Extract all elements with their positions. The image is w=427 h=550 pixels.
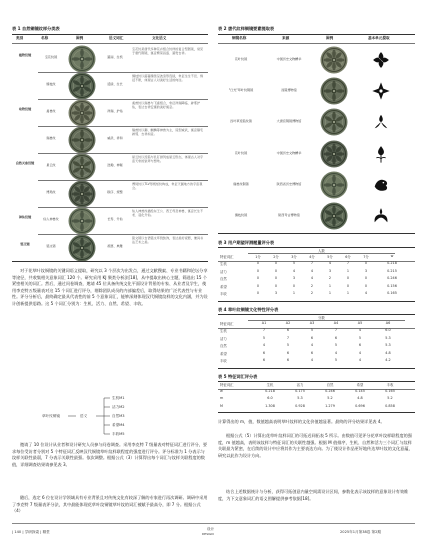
diagram-leaf-3: 自然M3 [112,414,125,418]
t2-source: 中国历史文物精华 [276,57,302,61]
t5-header: 希望 [356,383,364,387]
t4-group-header: 分数 [318,316,325,320]
t1-name: 宝花纹镜 [44,55,58,59]
diagram-leaf-1: 生机M1 [112,396,125,400]
t1-name: 星云纹 [46,163,56,167]
t4-cell: 4 [262,343,266,348]
t3-header: 3分 [291,255,297,259]
t5-header: 丰收 [386,383,394,387]
t3-cell: 2 [310,291,314,295]
t4-cell: 4 [358,328,362,333]
t3-cell: 生机 [220,262,227,267]
t4-cell: 5 [262,335,266,340]
table-5 [218,374,415,414]
table-4-caption: 表 4 草叶纹铜镜文化特性评分表 [218,307,279,312]
footer-right: 2025年1月第38卷 第2期 [340,530,381,534]
t5-header: 生机 [266,383,274,387]
t3-header: 7分 [363,255,369,259]
table-5-caption: 表 5 特征词汇评分表 [218,374,258,379]
t3-cell: 希望 [220,284,227,289]
t1-description: 缠枝纹以藤蔓缠绕呈波浪形连续，象征生生不息、绵延不断，体现古人对美好生活的向往。 [132,74,204,83]
t4-cell: 4.8 [385,350,391,355]
t1-name: 仙人神兽纹 [43,217,59,221]
t1-name: 瑞兽纹 [46,136,56,140]
mirror-image [320,202,348,234]
t4-header: A5 [357,321,363,325]
t3-cell: 0.218 [387,261,397,266]
t2-name: 花叶纹镜 [234,150,248,155]
footer-center-en: DESIGN [202,532,214,536]
t3-cell: 0.246 [387,276,397,281]
t4-cell: 6 [262,350,266,355]
t1-header-figure: 图例 [76,36,84,40]
t5-cell: 0.696 [355,403,365,408]
right-paragraph-3: 结合上述数据统计与分析，获得可拓创意内量空间需设计区间，参数化表示该纹样的意象设计有效维度，为下文意象词汇的语义图解提供参考依据[18]。 [218,489,409,501]
t1-description: 宝花纹是唐代多种花卉组合纹样的复合型图案，常见于唐代铜镜，寓意繁荣昌盛、富贵吉祥。 [132,47,204,56]
t3-cell: 1 [328,291,332,295]
t4-cell: 6 [286,350,290,355]
diagram-branch: 语义 [80,414,88,418]
t5-cell: M [220,403,223,408]
t4-cell: 丰收 [220,359,227,363]
extracted-unit-icon [370,143,392,169]
t1-header-name: 名称 [41,36,49,40]
t3-cell: 3 [274,291,278,295]
t1-row-divider [38,234,208,235]
t3-cell: 丰收 [220,292,227,296]
t1-row-divider [38,72,208,73]
t3-cell: 0.156 [387,283,397,288]
t4-cell: 7 [334,328,338,333]
t4-cell: 4 [358,358,362,362]
t3-cell: 0 [256,276,260,281]
table-3 [218,240,415,302]
table-2-caption: 表 2 唐代纹样铜镜要素提取表 [218,26,275,31]
t3-cell: 0.165 [387,291,397,295]
t3-cell: 5 [292,261,296,266]
t2-header-figure: 图例 [326,36,334,40]
extracted-unit-icon [370,49,392,75]
extracted-unit-icon [370,111,392,137]
t2-name: 四叶草连弧纹镜 [230,119,252,124]
t3-cell: 4 [364,291,368,295]
t3-cell: 0 [364,283,368,288]
mirror-image [320,46,348,78]
t4-header: A3 [309,321,315,325]
t4-cell: 4 [310,343,314,348]
t1-header-words: 语义词汇 [109,36,124,40]
t5-cell: 5.2 [387,396,393,401]
t5-header: 特征词汇 [220,383,234,387]
t3-cell: 1 [328,283,332,288]
t4-cell: 自然 [220,344,227,349]
t5-cell: 0.145 [355,389,365,394]
t3-cell: 0 [274,283,278,288]
t3-cell: 0 [256,261,260,266]
t2-source: 陕西省历史博物馆 [276,181,302,186]
t4-header: 特征词汇 [220,322,234,326]
t2-source: 中国历史文物精华 [276,150,302,155]
t2-source: 陕西考古博物馆 [278,213,300,217]
t3-header: 4分 [309,255,315,259]
table-4 [218,307,415,369]
mirror-image [320,108,348,140]
t1-category: 植物纹镜 [18,53,32,57]
t3-header: 1分 [255,255,261,259]
t4-cell: 6 [334,335,338,340]
t2-source: 大唐官铜镜博物馆 [276,119,302,124]
t1-description: 禽兽纹以瑞兽与飞禽组合，象征祥瑞降临、辟邪护佑，表达吉祥安康的美好寓意。 [132,101,201,110]
t4-header: A6 [385,321,391,325]
t4-cell: 5 [310,328,314,333]
t1-words: 祝愿、典雅 [107,244,123,248]
semantic-diagram [12,394,208,438]
t2-header-name: 铜镜名称 [232,36,247,40]
t3-header: 6分 [345,255,351,259]
t3-cell: 3 [364,268,368,273]
t5-cell: 1.279 [325,403,335,408]
t4-cell: 6 [286,328,290,333]
t4-header: A2 [285,321,291,325]
t5-cell: 4.8 [357,396,363,401]
t1-header-desc: 文化语义 [152,36,167,40]
t4-cell: 6 [286,358,290,362]
t5-cell: 6.0 [267,396,273,401]
t3-cell: 3 [328,268,332,273]
t4-cell: 6 [310,350,314,355]
t3-cell: 0 [256,283,260,288]
t3-cell: 4 [310,268,314,273]
t1-description: 瑞兽纹以狮、麒麟等神兽为主，造型威武，寓意镇宅辟邪、吉祥如意。 [132,128,204,137]
t3-cell: 2 [328,276,332,281]
t3-cell: 0 [274,261,278,266]
table-1 [12,26,208,262]
t1-row-divider [38,126,208,127]
t4-cell: 5 [334,343,338,348]
diagram-root: 草叶纹铜镜 [42,414,60,418]
t4-cell: 5 [334,358,338,362]
t3-header: 5分 [327,255,333,259]
t4-cell: 4 [310,358,314,362]
t3-header: 特征词汇 [220,255,234,259]
footer-center-cn: 设计 [207,527,215,531]
t3-header: w [390,254,394,258]
t3-cell: 4 [292,268,296,273]
t1-name: 博局纹 [46,190,56,194]
t5-cell: 1.308 [265,403,275,408]
t4-cell: 生机 [220,329,227,334]
t1-category: 自然天象纹镜 [15,161,35,165]
t5-header: 活力 [296,383,304,387]
t3-cell: 1 [292,291,296,295]
t3-cell: 7 [346,261,350,266]
extracted-unit-icon [370,174,392,200]
t1-row-divider [38,99,208,100]
t3-cell: 1 [346,268,350,273]
t4-cell: 5.3 [385,335,391,340]
t4-cell: 4 [358,350,362,355]
t2-header-source: 来源 [282,36,290,40]
t1-category: 神仙纹镜 [18,215,32,219]
t3-group-header: 人数 [318,249,325,253]
t4-cell: 6 [310,335,314,340]
t4-cell: 希望 [220,351,227,356]
t5-cell: 0.246 [325,389,335,394]
t2-name: 花叶纹镜 [234,57,248,61]
t3-header: 2分 [273,255,279,259]
t3-cell: 0 [364,261,368,266]
t3-cell: 4 [328,261,332,266]
t1-name: 缠枝纹 [46,82,56,86]
t1-row-divider [38,180,208,181]
t5-cell: 0.928 [295,403,305,408]
t3-cell: 1 [346,291,350,295]
left-paragraph-1: 对于花草叶纹铜镜的关键词语义提取，研究以 3 个层次为出发点，通过文献搜索、专业书籍和论坛分享等途径，共收集相关意象词汇 120 个。研究采用 KJ 聚类分析法[18]，从中提取出核心主题，筛选出 15 个紧密相关的词汇。然后，通过问卷调查，邀请 45 位具备传统文化平面设计背景的专家、从业者及学生，使用李克特五级量表对这 15 个词汇进行评分，剔除团队成员的内部偏差后，取得结果的广泛代表性与专业性。评分分析后，最终确定最具代表性的前 5 个意象词汇，能够深刻体现汉代铜镜纹样的文化内涵，并为设计创新提供思路。这 5 个词汇分别为：生机、活力、自然、希望、丰收。 [12,268,208,306]
mirror-image [320,77,348,109]
t3-cell: 2 [310,283,314,288]
t4-cell: 6.0 [385,328,391,333]
t1-category: 动物纹镜 [18,107,32,111]
t3-cell: 活力 [220,269,227,274]
t4-header: A4 [333,321,339,325]
t5-cell: w [220,389,223,394]
t1-row-divider [38,207,208,208]
table-3-caption: 表 3 用户期望评测题量评分表 [218,240,275,245]
t4-cell: 6 [358,343,362,348]
mirror-image [320,171,348,203]
t3-cell: 7 [310,261,314,266]
t5-cell: 0.218 [265,389,275,394]
t5-cell: 0.175 [295,389,305,394]
extracted-unit-icon [370,80,392,106]
t1-category: 铭文镜 [20,242,30,246]
t1-words: 延续、生长 [107,82,123,86]
left-paragraph-2: 邀请了 10 位设计从业者和设计研究人员参与问卷调查。采用李克特 7 级量表对特征词汇进行评分，要求每位受访者分别对 5 个特征词汇反映汉代铜镜草叶纹样联程度的强度进行评分。评分标准为 1 分表示与纹样关联性最弱，7 分表示关联性最强。依次调整。根据公式（3）计算得出每个词汇与纹样关联程度的数值，详细调查结果请参见表 3。 [12,442,208,467]
t4-cell: 4.2 [385,358,391,362]
t4-cell: 5.3 [385,343,391,348]
t1-words: 长寿、升仙 [107,217,123,221]
t4-cell: 7 [286,335,290,340]
t3-cell: 0 [292,283,296,288]
t5-cell: 5.3 [297,396,303,401]
t1-words: 富丽、生机 [107,55,123,59]
t1-description: 博局纹以TLV形规矩纹构成，象征天圆地方的宇宙观念。 [132,182,203,191]
t4-cell: 5 [286,343,290,348]
t3-cell: 0 [256,268,260,273]
t1-description: 星云纹以连弧与乳钉排列成星云形态，体现古人对宇宙天象的崇拜与想象。 [132,155,204,164]
t4-cell: 7 [262,328,266,333]
t5-header: 自然 [326,383,334,387]
t3-cell: 自然 [220,277,227,282]
t3-cell: 0 [364,276,368,281]
diagram-leaf-4: 希望M4 [112,423,125,427]
t1-words: 秩序、规整 [107,190,123,194]
t3-cell: 4 [310,276,314,281]
t4-cell: 4 [334,350,338,355]
t3-cell: 0 [274,268,278,273]
diagram-leaf-2: 活力M2 [112,405,125,409]
footer-left: | 140 | 学研探索 | 精堂 [12,530,50,534]
t3-cell: 0 [346,276,350,281]
t4-cell: 活力 [220,336,227,341]
table-2 [218,26,415,234]
t4-cell: 5 [358,335,362,340]
t1-words: 威武、祥和 [107,136,123,140]
t2-source: 而陵博物馆 [281,88,297,93]
t3-cell: 3 [292,276,296,281]
mirror-image [320,140,348,172]
diagram-leaf-5: 丰收M5 [112,432,125,436]
left-paragraph-3: 随后，选定 6 位在设计学领域具有专业背景且对传统文化有较深了解的专家进行再次调研。调研中采用了李克特 7 级量表评分法，其中最能体现花草叶纹铜镜草叶纹的词汇被赋予最高分，即 7 分。根据公式（4） [12,495,208,514]
t1-header-category: 类别 [16,36,24,40]
right-paragraph-1: 计算得出的 m，值，数值越高表明草叶纹样的文化价值越显著。最终的评分结果详见表 4。 [218,419,385,424]
t3-cell: 0 [274,276,278,281]
t1-description: 铭文镜以吉语铭文环绕装饰，表达美好祝愿，兼具书法艺术之美。 [132,236,204,245]
t4-header: A1 [261,321,267,325]
t2-name: 缠枝纹镜 [234,213,248,217]
t5-cell: 0.165 [385,389,395,394]
t3-cell: 0.215 [387,268,397,273]
t3-cell: 0 [346,283,350,288]
t5-cell: 5.2 [327,396,333,401]
t3-cell: 0 [256,291,260,295]
t2-name: "日光"草叶纹铜镜 [228,88,254,93]
t2-header-unit: 基本单元提取 [368,36,390,40]
t1-description: 仙人神兽纹描绘东王公、西王母及神兽，寓意长生不老、羽化升仙。 [132,209,204,218]
t5-cell: 0.858 [385,403,395,408]
table-1-caption: 表 1 自然铜镜纹样分类表 [12,26,60,31]
right-paragraph-2: 根据公式（5）计算出花草叶纹样词汇的可拓迟同拓表 5 所示。由数值可见评分花草叶纹样联程度的强度，m 值越高，表明该纹样与特征词汇的关联性越强。根据 M 值排序，生机、自然和活力三个词汇与纹样关联最为紧密，在后续的设计中应将其作为主要表达方向。为了使设计作品更好地传达草叶纹的文化意蕴，研究以此作为设计方向。 [218,433,413,458]
t2-name: 瑞兽纹铜镜 [233,181,249,186]
t1-name: 禽兽纹 [46,109,56,113]
t5-cell: m [220,396,224,401]
t4-cell: 6 [262,358,266,362]
t1-words: 祥瑞、护佑 [107,109,123,113]
t1-row-divider [38,153,208,154]
extracted-unit-icon [370,205,392,231]
t1-name: 铭文镜 [46,244,56,248]
t1-words: 浩瀚、神秘 [107,163,123,167]
